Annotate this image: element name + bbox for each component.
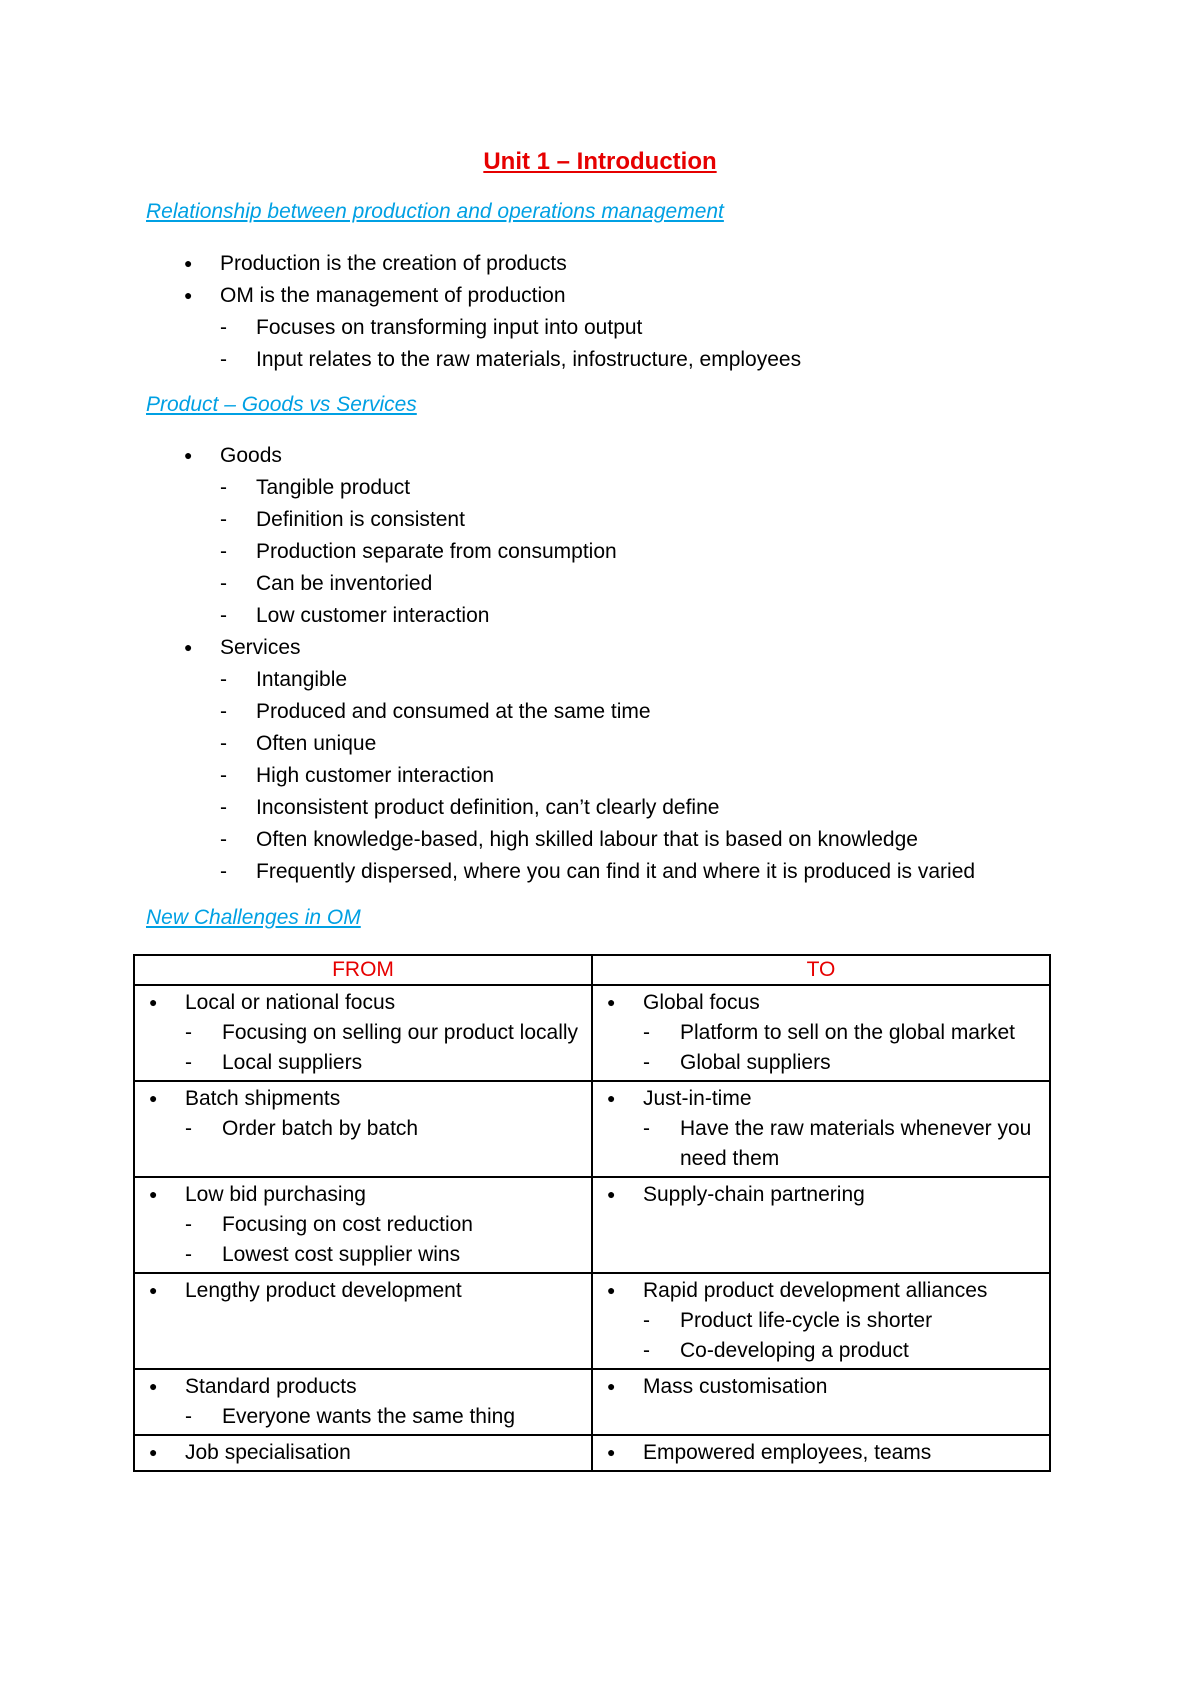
cell-sub-item: - Focusing on cost reduction: [185, 1210, 585, 1240]
bullet-icon: ●: [607, 1090, 616, 1106]
sub-item: - Low customer interaction: [220, 600, 489, 632]
cell-sub-item: - Lowest cost supplier wins: [185, 1240, 585, 1270]
sub-item: - Intangible: [220, 664, 347, 696]
table-cell-from: [134, 1081, 592, 1177]
table-header-row: [134, 955, 1050, 985]
dash-icon: -: [185, 1405, 192, 1428]
bullet-icon: ●: [149, 994, 158, 1010]
dash-icon: -: [220, 668, 227, 691]
cell-sub-item: - Product life-cycle is shorter: [643, 1306, 1043, 1336]
challenges-table: [133, 954, 1051, 1472]
dash-icon: -: [185, 1213, 192, 1236]
dash-icon: -: [643, 1051, 650, 1074]
section-heading-challenges: New Challenges in OM: [146, 906, 361, 929]
cell-bullet-item: ● Supply-chain partnering: [643, 1180, 1043, 1210]
sub-item: - Produced and consumed at the same time: [220, 696, 651, 728]
table-row: [134, 1369, 1050, 1435]
table-row: [134, 1081, 1050, 1177]
cell-sub-item: - Everyone wants the same thing: [185, 1402, 585, 1432]
bullet-item: ● Production is the creation of products: [184, 248, 567, 281]
table-row: [134, 985, 1050, 1081]
sub-item: - Often unique: [220, 728, 376, 760]
dash-icon: -: [220, 316, 227, 339]
table-cell-from: [134, 1273, 592, 1369]
bullet-icon: ●: [607, 1186, 616, 1202]
bullet-icon: ●: [607, 1444, 616, 1460]
dash-icon: -: [643, 1021, 650, 1044]
cell-bullet-item: ● Empowered employees, teams: [643, 1438, 1043, 1468]
cell-sub-item: - Focusing on selling our product locally: [185, 1018, 585, 1048]
bullet-icon: ●: [184, 447, 193, 463]
cell-bullet-item: ● Lengthy product development: [185, 1276, 585, 1306]
dash-icon: -: [220, 476, 227, 499]
table-cell-to: [592, 985, 1050, 1081]
cell-sub-item: - Order batch by batch: [185, 1114, 585, 1144]
table-cell-from: [134, 985, 592, 1081]
dash-icon: -: [220, 796, 227, 819]
cell-bullet-item: ● Global focus: [643, 988, 1043, 1018]
cell-sub-item: - Global suppliers: [643, 1048, 1043, 1078]
sub-item: - Frequently dispersed, where you can find it and where it is produced is varied: [220, 856, 975, 888]
dash-icon: -: [220, 348, 227, 371]
cell-bullet-item: ● Job specialisation: [185, 1438, 585, 1468]
bullet-item: ● Services: [184, 632, 301, 665]
dash-icon: -: [185, 1021, 192, 1044]
cell-bullet-item: ● Just-in-time: [643, 1084, 1043, 1114]
table-row: [134, 1273, 1050, 1369]
bullet-icon: ●: [149, 1282, 158, 1298]
table-cell-from: [134, 1177, 592, 1273]
bullet-icon: ●: [149, 1090, 158, 1106]
table-row: [134, 1435, 1050, 1471]
bullet-icon: ●: [607, 994, 616, 1010]
cell-bullet-item: ● Rapid product development alliances: [643, 1276, 1043, 1306]
table-cell-to: [592, 1177, 1050, 1273]
bullet-icon: ●: [184, 639, 193, 655]
dash-icon: -: [220, 828, 227, 851]
cell-bullet-item: ● Standard products: [185, 1372, 585, 1402]
sub-item: - Definition is consistent: [220, 504, 465, 536]
cell-bullet-item: ● Batch shipments: [185, 1084, 585, 1114]
table-cell-from: [134, 1435, 592, 1471]
bullet-icon: ●: [149, 1186, 158, 1202]
cell-sub-item: - Co-developing a product: [643, 1336, 1043, 1366]
bullet-icon: ●: [184, 255, 193, 271]
dash-icon: -: [220, 572, 227, 595]
bullet-item: ● Goods: [184, 440, 282, 473]
cell-bullet-item: ● Low bid purchasing: [185, 1180, 585, 1210]
dash-icon: -: [220, 860, 227, 883]
bullet-icon: ●: [149, 1378, 158, 1394]
sub-item: - Input relates to the raw materials, infostructure, employees: [220, 344, 801, 376]
dash-icon: -: [220, 764, 227, 787]
dash-icon: -: [220, 604, 227, 627]
table-cell-to: [592, 1369, 1050, 1435]
cell-sub-item: - Have the raw materials whenever you need them: [643, 1114, 1043, 1174]
sub-item: - Production separate from consumption: [220, 536, 617, 568]
bullet-icon: ●: [607, 1378, 616, 1394]
table-cell-to: [592, 1081, 1050, 1177]
dash-icon: -: [220, 540, 227, 563]
table-cell-to: [592, 1435, 1050, 1471]
dash-icon: -: [220, 732, 227, 755]
bullet-item: ● OM is the management of production: [184, 280, 566, 313]
dash-icon: -: [643, 1339, 650, 1362]
sub-item: - Inconsistent product definition, can’t clearly define: [220, 792, 719, 824]
sub-item: - High customer interaction: [220, 760, 494, 792]
column-header-to: TO: [592, 955, 1050, 985]
column-header-from: FROM: [134, 955, 592, 985]
dash-icon: -: [220, 508, 227, 531]
sub-item: - Can be inventoried: [220, 568, 432, 600]
cell-bullet-item: ● Local or national focus: [185, 988, 585, 1018]
dash-icon: -: [643, 1309, 650, 1332]
dash-icon: -: [220, 700, 227, 723]
cell-sub-item: - Platform to sell on the global market: [643, 1018, 1043, 1048]
section-heading-relationship: Relationship between production and operations management: [146, 200, 724, 223]
table-cell-to: [592, 1273, 1050, 1369]
dash-icon: -: [643, 1117, 650, 1140]
dash-icon: -: [185, 1117, 192, 1140]
dash-icon: -: [185, 1243, 192, 1266]
bullet-icon: ●: [184, 287, 193, 303]
table-cell-from: [134, 1369, 592, 1435]
section-heading-product: Product – Goods vs Services: [146, 393, 417, 416]
cell-bullet-item: ● Mass customisation: [643, 1372, 1043, 1402]
dash-icon: -: [185, 1051, 192, 1074]
sub-item: - Tangible product: [220, 472, 410, 504]
cell-sub-item: - Local suppliers: [185, 1048, 585, 1078]
page-title: Unit 1 – Introduction: [483, 148, 717, 175]
bullet-icon: ●: [149, 1444, 158, 1460]
sub-item: - Often knowledge-based, high skilled labour that is based on knowledge: [220, 824, 918, 856]
table-row: [134, 1177, 1050, 1273]
sub-item: - Focuses on transforming input into output: [220, 312, 642, 344]
bullet-icon: ●: [607, 1282, 616, 1298]
